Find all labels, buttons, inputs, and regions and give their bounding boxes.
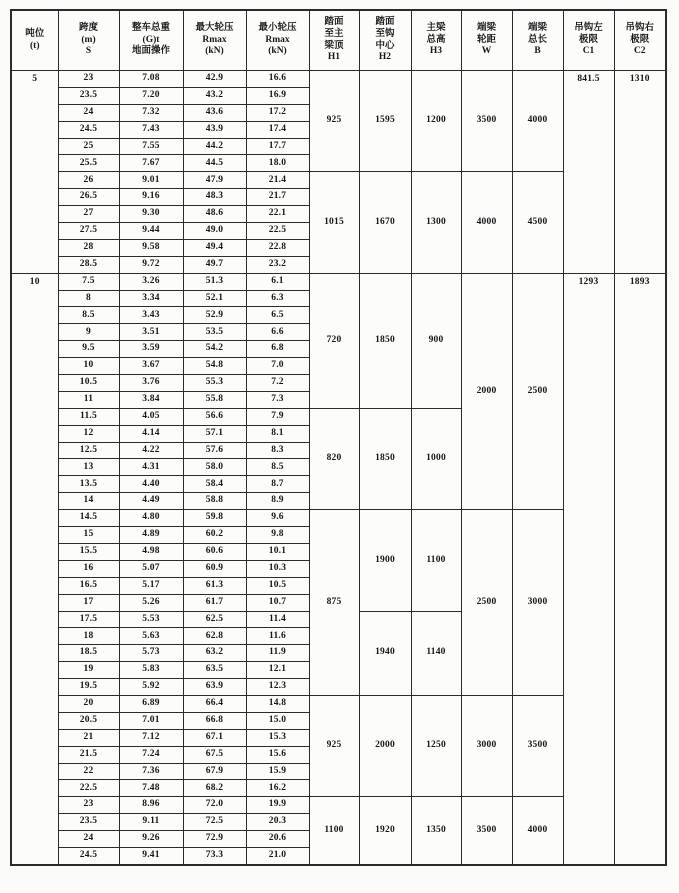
table-cell: 6.5 — [246, 307, 309, 324]
table-cell: 67.5 — [183, 746, 246, 763]
table-cell: 25 — [58, 138, 119, 155]
table-cell: 7.9 — [246, 408, 309, 425]
table-cell: 7.67 — [119, 155, 183, 172]
table-cell: 15.6 — [246, 746, 309, 763]
table-cell: 58.8 — [183, 493, 246, 510]
table-cell: 5.63 — [119, 628, 183, 645]
table-cell: 4000 — [512, 797, 563, 865]
table-cell: 18 — [58, 628, 119, 645]
table-cell: 54.8 — [183, 358, 246, 375]
table-cell: 1100 — [309, 797, 359, 865]
table-cell: 1310 — [614, 71, 666, 274]
table-cell: 27 — [58, 206, 119, 223]
table-cell: 5.83 — [119, 662, 183, 679]
table-cell: 900 — [411, 273, 461, 408]
spec-table-body — [11, 71, 666, 865]
table-cell: 5.26 — [119, 594, 183, 611]
table-cell: 61.3 — [183, 577, 246, 594]
table-cell: 10.7 — [246, 594, 309, 611]
table-cell: 8.3 — [246, 442, 309, 459]
table-cell: 6.1 — [246, 273, 309, 290]
table-cell: 3500 — [512, 695, 563, 796]
table-cell: 18.5 — [58, 645, 119, 662]
table-cell: 1940 — [359, 611, 411, 695]
table-cell: 1250 — [411, 695, 461, 796]
column-header-total-weight: 整车总重 (G)t 地面操作 — [119, 10, 183, 71]
table-cell: 1920 — [359, 797, 411, 865]
table-row — [11, 71, 666, 88]
table-cell: 7.55 — [119, 138, 183, 155]
table-cell: 66.4 — [183, 695, 246, 712]
table-cell: 57.6 — [183, 442, 246, 459]
table-cell: 10.3 — [246, 560, 309, 577]
table-cell: 21.4 — [246, 172, 309, 189]
table-cell: 47.9 — [183, 172, 246, 189]
table-cell: 3.26 — [119, 273, 183, 290]
table-cell: 8.9 — [246, 493, 309, 510]
table-cell: 28.5 — [58, 256, 119, 273]
table-cell: 63.2 — [183, 645, 246, 662]
table-cell: 3500 — [461, 797, 512, 865]
table-cell: 43.6 — [183, 104, 246, 121]
table-cell: 17 — [58, 594, 119, 611]
table-cell: 17.7 — [246, 138, 309, 155]
table-cell: 20 — [58, 695, 119, 712]
table-cell: 3.84 — [119, 391, 183, 408]
column-header-w: 端梁 轮距 W — [461, 10, 512, 71]
table-cell: 1100 — [411, 510, 461, 611]
table-cell: 1850 — [359, 273, 411, 408]
table-cell: 24 — [58, 104, 119, 121]
column-header-h1: 踏面 至主 梁顶 H1 — [309, 10, 359, 71]
table-cell: 11.6 — [246, 628, 309, 645]
table-cell: 841.5 — [563, 71, 614, 274]
table-cell: 19.9 — [246, 797, 309, 814]
table-cell: 55.3 — [183, 375, 246, 392]
table-cell: 59.8 — [183, 510, 246, 527]
table-cell: 2000 — [461, 273, 512, 509]
table-cell: 19.5 — [58, 679, 119, 696]
table-cell: 1900 — [359, 510, 411, 611]
table-cell: 1670 — [359, 172, 411, 273]
table-cell: 16.9 — [246, 87, 309, 104]
table-cell: 13.5 — [58, 476, 119, 493]
table-cell: 9.11 — [119, 814, 183, 831]
table-cell: 875 — [309, 510, 359, 696]
table-cell: 60.2 — [183, 527, 246, 544]
table-cell: 1850 — [359, 408, 411, 509]
table-cell: 11 — [58, 391, 119, 408]
table-cell: 21.0 — [246, 847, 309, 864]
table-cell: 1595 — [359, 71, 411, 172]
table-cell: 4500 — [512, 172, 563, 273]
table-cell: 7.32 — [119, 104, 183, 121]
table-cell: 11.4 — [246, 611, 309, 628]
table-cell: 4.22 — [119, 442, 183, 459]
table-cell: 23.5 — [58, 814, 119, 831]
table-cell: 9.58 — [119, 239, 183, 256]
table-cell: 17.4 — [246, 121, 309, 138]
table-cell: 9 — [58, 324, 119, 341]
table-cell: 27.5 — [58, 223, 119, 240]
table-cell: 14 — [58, 493, 119, 510]
table-cell: 11.5 — [58, 408, 119, 425]
table-cell: 925 — [309, 71, 359, 172]
column-header-max-wheel-load: 最大轮压 Rmax (kN) — [183, 10, 246, 71]
table-cell: 7.36 — [119, 763, 183, 780]
table-cell: 15.3 — [246, 729, 309, 746]
table-cell: 51.3 — [183, 273, 246, 290]
table-cell: 22.8 — [246, 239, 309, 256]
table-cell: 4.40 — [119, 476, 183, 493]
column-header-c1: 吊钩左 极限 C1 — [563, 10, 614, 71]
table-cell: 1000 — [411, 408, 461, 509]
table-cell: 3000 — [461, 695, 512, 796]
table-cell: 14.8 — [246, 695, 309, 712]
table-cell: 17.2 — [246, 104, 309, 121]
table-cell: 48.6 — [183, 206, 246, 223]
column-header-tonnage: 吨位 (t) — [11, 10, 58, 71]
table-cell: 7.2 — [246, 375, 309, 392]
column-header-span: 跨度 (m) S — [58, 10, 119, 71]
table-cell: 12.1 — [246, 662, 309, 679]
table-cell: 19 — [58, 662, 119, 679]
table-cell: 4.14 — [119, 425, 183, 442]
table-cell: 61.7 — [183, 594, 246, 611]
table-cell: 23.2 — [246, 256, 309, 273]
table-cell: 58.0 — [183, 459, 246, 476]
table-cell: 7.24 — [119, 746, 183, 763]
column-header-c2: 吊钩右 极限 C2 — [614, 10, 666, 71]
table-cell: 20.6 — [246, 831, 309, 848]
table-cell: 44.2 — [183, 138, 246, 155]
table-cell: 55.8 — [183, 391, 246, 408]
table-cell: 52.9 — [183, 307, 246, 324]
table-cell: 67.9 — [183, 763, 246, 780]
table-cell: 1200 — [411, 71, 461, 172]
table-cell: 7.12 — [119, 729, 183, 746]
table-cell: 8.7 — [246, 476, 309, 493]
table-cell: 6.3 — [246, 290, 309, 307]
table-cell: 10.5 — [58, 375, 119, 392]
table-cell: 16.6 — [246, 71, 309, 88]
table-cell: 9.72 — [119, 256, 183, 273]
table-cell: 2500 — [512, 273, 563, 509]
table-cell: 2000 — [359, 695, 411, 796]
table-cell: 9.26 — [119, 831, 183, 848]
table-cell: 12 — [58, 425, 119, 442]
table-cell: 3.51 — [119, 324, 183, 341]
table-cell: 15.9 — [246, 763, 309, 780]
table-cell: 23 — [58, 797, 119, 814]
table-cell: 3.43 — [119, 307, 183, 324]
table-cell: 72.9 — [183, 831, 246, 848]
table-cell: 8.5 — [246, 459, 309, 476]
table-cell: 4.80 — [119, 510, 183, 527]
table-cell: 5.92 — [119, 679, 183, 696]
table-cell: 9.44 — [119, 223, 183, 240]
table-cell: 9.6 — [246, 510, 309, 527]
table-cell: 7.43 — [119, 121, 183, 138]
table-cell: 17.5 — [58, 611, 119, 628]
table-cell: 6.8 — [246, 341, 309, 358]
table-cell: 62.5 — [183, 611, 246, 628]
table-cell: 8.96 — [119, 797, 183, 814]
table-cell: 26 — [58, 172, 119, 189]
table-cell: 26.5 — [58, 189, 119, 206]
table-cell: 2500 — [461, 510, 512, 696]
table-cell: 4.05 — [119, 408, 183, 425]
table-cell: 8.5 — [58, 307, 119, 324]
table-cell: 8.1 — [246, 425, 309, 442]
table-cell: 7.48 — [119, 780, 183, 797]
table-cell: 49.7 — [183, 256, 246, 273]
table-cell: 43.9 — [183, 121, 246, 138]
table-cell: 15 — [58, 527, 119, 544]
table-cell: 9.5 — [58, 341, 119, 358]
table-cell: 20.3 — [246, 814, 309, 831]
table-cell: 7.0 — [246, 358, 309, 375]
table-cell: 15.0 — [246, 712, 309, 729]
table-cell: 25.5 — [58, 155, 119, 172]
table-cell: 3000 — [512, 510, 563, 696]
table-cell: 63.9 — [183, 679, 246, 696]
table-cell: 10.5 — [246, 577, 309, 594]
table-cell: 54.2 — [183, 341, 246, 358]
column-header-b: 端梁 总长 B — [512, 10, 563, 71]
table-cell: 11.9 — [246, 645, 309, 662]
table-cell: 22.5 — [246, 223, 309, 240]
table-cell: 820 — [309, 408, 359, 509]
table-cell: 7.5 — [58, 273, 119, 290]
table-cell: 3500 — [461, 71, 512, 172]
table-cell: 5.17 — [119, 577, 183, 594]
table-cell: 21.7 — [246, 189, 309, 206]
table-cell: 5.73 — [119, 645, 183, 662]
table-cell: 22 — [58, 763, 119, 780]
table-cell: 72.0 — [183, 797, 246, 814]
table-cell: 72.5 — [183, 814, 246, 831]
table-cell: 24.5 — [58, 121, 119, 138]
table-cell: 73.3 — [183, 847, 246, 864]
table-cell: 1300 — [411, 172, 461, 273]
table-cell: 3.67 — [119, 358, 183, 375]
table-cell: 66.8 — [183, 712, 246, 729]
table-cell: 1893 — [614, 273, 666, 865]
table-cell: 21 — [58, 729, 119, 746]
table-cell: 7.01 — [119, 712, 183, 729]
table-cell: 68.2 — [183, 780, 246, 797]
table-cell: 60.9 — [183, 560, 246, 577]
table-cell: 925 — [309, 695, 359, 796]
table-cell: 7.3 — [246, 391, 309, 408]
table-cell: 10 — [11, 273, 58, 865]
table-cell: 8 — [58, 290, 119, 307]
table-cell: 5.07 — [119, 560, 183, 577]
table-cell: 4000 — [461, 172, 512, 273]
table-cell: 56.6 — [183, 408, 246, 425]
table-cell: 49.4 — [183, 239, 246, 256]
table-cell: 4.49 — [119, 493, 183, 510]
table-cell: 6.89 — [119, 695, 183, 712]
table-cell: 16.5 — [58, 577, 119, 594]
table-cell: 12.5 — [58, 442, 119, 459]
table-cell: 15.5 — [58, 543, 119, 560]
table-cell: 3.34 — [119, 290, 183, 307]
table-cell: 16.2 — [246, 780, 309, 797]
table-cell: 24.5 — [58, 847, 119, 864]
table-cell: 28 — [58, 239, 119, 256]
table-cell: 43.2 — [183, 87, 246, 104]
table-cell: 1293 — [563, 273, 614, 865]
table-cell: 13 — [58, 459, 119, 476]
table-cell: 720 — [309, 273, 359, 408]
table-cell: 9.01 — [119, 172, 183, 189]
table-cell: 4.31 — [119, 459, 183, 476]
table-cell: 22.1 — [246, 206, 309, 223]
table-cell: 57.1 — [183, 425, 246, 442]
table-cell: 60.6 — [183, 543, 246, 560]
table-cell: 5 — [11, 71, 58, 274]
table-cell: 22.5 — [58, 780, 119, 797]
crane-spec-table — [10, 9, 667, 866]
table-cell: 42.9 — [183, 71, 246, 88]
table-cell: 18.0 — [246, 155, 309, 172]
spec-table-header-row — [11, 10, 666, 71]
table-cell: 10.1 — [246, 543, 309, 560]
table-cell: 48.3 — [183, 189, 246, 206]
table-cell: 3.59 — [119, 341, 183, 358]
table-cell: 6.6 — [246, 324, 309, 341]
table-cell: 44.5 — [183, 155, 246, 172]
table-cell: 4.98 — [119, 543, 183, 560]
table-cell: 5.53 — [119, 611, 183, 628]
table-cell: 1015 — [309, 172, 359, 273]
table-cell: 9.30 — [119, 206, 183, 223]
table-cell: 4000 — [512, 71, 563, 172]
table-cell: 52.1 — [183, 290, 246, 307]
table-row — [11, 273, 666, 290]
table-cell: 10 — [58, 358, 119, 375]
table-cell: 49.0 — [183, 223, 246, 240]
column-header-min-wheel-load: 最小轮压 Rmax (kN) — [246, 10, 309, 71]
table-cell: 23.5 — [58, 87, 119, 104]
table-cell: 21.5 — [58, 746, 119, 763]
table-cell: 9.8 — [246, 527, 309, 544]
table-cell: 1350 — [411, 797, 461, 865]
column-header-h2: 踏面 至钩 中心 H2 — [359, 10, 411, 71]
table-cell: 63.5 — [183, 662, 246, 679]
table-cell: 9.16 — [119, 189, 183, 206]
table-cell: 1140 — [411, 611, 461, 695]
table-cell: 67.1 — [183, 729, 246, 746]
table-cell: 12.3 — [246, 679, 309, 696]
table-cell: 20.5 — [58, 712, 119, 729]
table-cell: 14.5 — [58, 510, 119, 527]
table-cell: 16 — [58, 560, 119, 577]
table-cell: 4.89 — [119, 527, 183, 544]
table-cell: 62.8 — [183, 628, 246, 645]
table-cell: 3.76 — [119, 375, 183, 392]
table-cell: 7.08 — [119, 71, 183, 88]
table-cell: 58.4 — [183, 476, 246, 493]
table-cell: 53.5 — [183, 324, 246, 341]
table-cell: 7.20 — [119, 87, 183, 104]
table-cell: 23 — [58, 71, 119, 88]
table-cell: 24 — [58, 831, 119, 848]
table-cell: 9.41 — [119, 847, 183, 864]
column-header-h3: 主梁 总高 H3 — [411, 10, 461, 71]
